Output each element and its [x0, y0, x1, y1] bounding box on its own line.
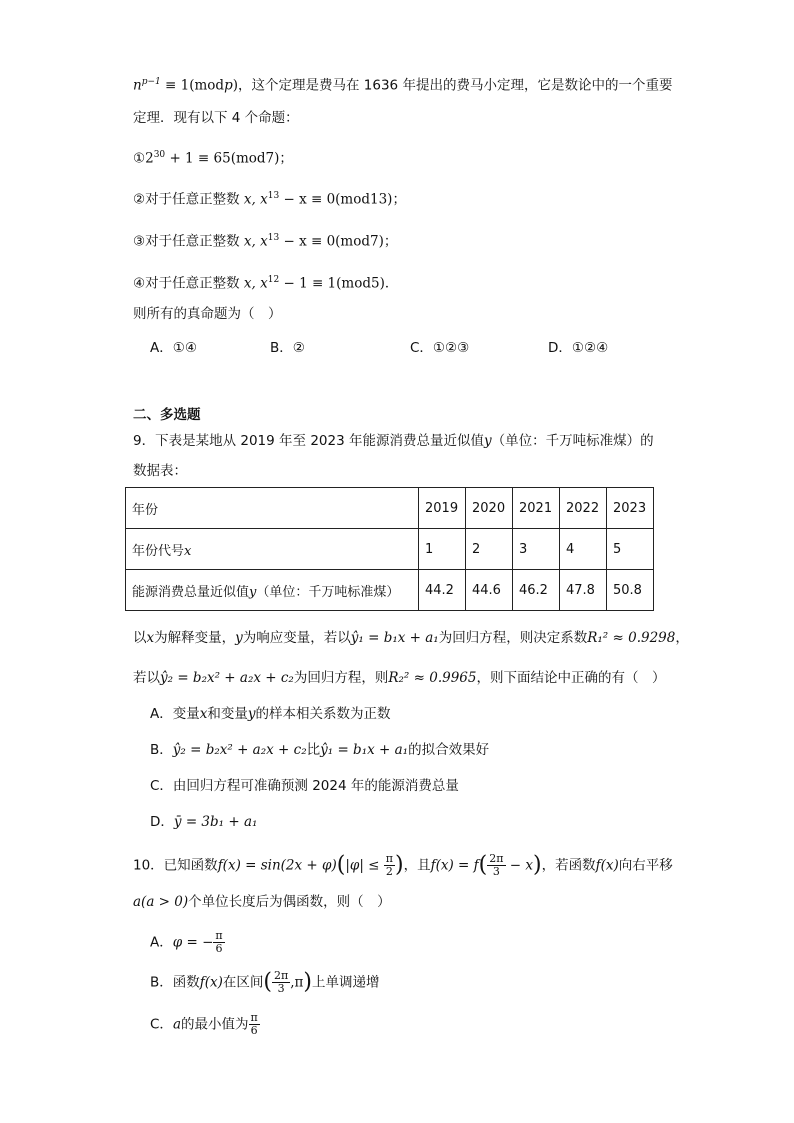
- q10-line-1: [133, 853, 673, 878]
- prop-base: x, x: [243, 191, 268, 208]
- q9-option-d[interactable]: [150, 812, 257, 832]
- table-cell: 1: [419, 529, 466, 570]
- var-x: x: [184, 543, 192, 559]
- q9-text: 9．下表是某地从 2019 年至 2023 年能源消费总量近似值: [133, 433, 484, 449]
- r-squared-1: R₁² ≈ 0.9298: [587, 630, 676, 646]
- q10-text: ，且: [403, 857, 431, 874]
- proposition-2: [133, 186, 406, 210]
- section-title: 二、多选题: [133, 407, 201, 423]
- regression-eq-1: ŷ₁ = b₁x + a₁: [320, 742, 409, 758]
- q9-line-3: [133, 628, 689, 648]
- prop-base: x, x: [243, 275, 268, 292]
- minus-x: − x: [505, 857, 534, 874]
- table-cell: 2020: [466, 488, 513, 529]
- proposition-4: [133, 270, 398, 294]
- q9-option-c[interactable]: C．由回归方程可准确预测 2024 年的能源消费总量: [150, 778, 459, 794]
- table-cell: 46.2: [513, 570, 560, 611]
- frac-num: π: [385, 852, 394, 865]
- q10-text: 10．已知函数: [133, 857, 218, 874]
- q9-line-1: [133, 431, 654, 451]
- proposition-1: [133, 145, 293, 169]
- prop-exp: 30: [153, 150, 166, 160]
- table-cell-label: 年份: [126, 488, 419, 529]
- prop-tail: ；: [279, 150, 293, 167]
- prop-base: x, x: [243, 233, 268, 250]
- formula-exp: p−1: [141, 77, 161, 87]
- opt-text: 的拟合效果好: [408, 742, 490, 758]
- opt-text: 的样本相关系数为正数: [255, 706, 391, 722]
- table-cell: 2021: [513, 488, 560, 529]
- q8-options: [150, 338, 608, 358]
- prop-pre: 对于任意正整数: [145, 233, 244, 250]
- q9-text: 若以: [133, 670, 160, 686]
- q8-option-a[interactable]: A．①④: [150, 340, 197, 356]
- frac-num: π: [250, 1011, 258, 1024]
- opt-text: 和变量: [207, 706, 248, 722]
- prop-post: − x ≡ 0(mod7): [279, 233, 384, 250]
- table-row: [126, 529, 654, 570]
- q8-option-d[interactable]: D．①②④: [548, 340, 609, 356]
- table-cell-label: [126, 570, 419, 611]
- q10-option-a[interactable]: [150, 930, 225, 955]
- regression-eq-2: ŷ₂ = b₂x² + a₂x + c₂: [160, 670, 294, 686]
- q10-line-2: [133, 892, 391, 912]
- var-y: y: [247, 706, 256, 722]
- table-cell: 2: [466, 529, 513, 570]
- opt-text: 的最小值为: [181, 1016, 249, 1033]
- regression-eq-2: ŷ₂ = b₂x² + a₂x + c₂: [172, 742, 307, 758]
- q8-option-c[interactable]: C．①②③: [410, 340, 470, 356]
- label-unit: （单位：千万吨标准煤）: [256, 584, 400, 600]
- prop-exp: 12: [267, 275, 280, 285]
- frac-den: 3: [277, 982, 285, 995]
- prop-tail: ；: [392, 191, 406, 208]
- q10-text: 个单位长度后为偶函数，则（ ）: [188, 894, 391, 910]
- regression-eq-1: ŷ₁ = b₁x + a₁: [350, 630, 439, 646]
- formula-mod: ≡ 1(mod: [160, 77, 225, 94]
- q9-line-2: 数据表：: [133, 463, 187, 479]
- q8-prompt: 则所有的真命题为（ ）: [133, 306, 282, 322]
- q9-option-b[interactable]: [150, 740, 489, 760]
- fraction-pi-6: [213, 930, 224, 955]
- prop-tail: ；: [383, 233, 398, 250]
- intro-line-2: 定理．现有以下 4 个命题：: [133, 110, 299, 126]
- formula-p: p: [224, 77, 233, 94]
- opt-text: D．: [150, 814, 174, 830]
- table-cell: 2022: [560, 488, 607, 529]
- q9-option-a[interactable]: [150, 704, 391, 724]
- pi-symbol: π: [294, 974, 304, 991]
- comma: ,: [290, 974, 295, 991]
- table-cell: 44.2: [419, 570, 466, 611]
- prop-post: − x ≡ 0(mod13): [279, 191, 393, 208]
- phi-condition: |φ| ≤: [345, 857, 384, 874]
- q9-line-4: [133, 668, 665, 688]
- frac-den: 6: [215, 942, 223, 955]
- fraction-pi-6: [249, 1012, 260, 1037]
- table-cell: 5: [607, 529, 654, 570]
- prop-pre: 对于任意正整数: [145, 191, 244, 208]
- prop-mark: ③: [133, 233, 146, 250]
- opt-text: B．: [150, 742, 173, 758]
- prop-exp: 13: [267, 191, 280, 201]
- opt-text: C．: [150, 1016, 173, 1033]
- proposition-3: [133, 228, 397, 252]
- prop-post: + 1 ≡ 65(mod7): [165, 150, 280, 167]
- table-cell-label: [126, 529, 419, 570]
- q9-text: 为响应变量，若以: [242, 630, 351, 646]
- mean-eq: ȳ = 3b₁ + a₁: [173, 814, 258, 830]
- prop-base: 2: [145, 150, 154, 167]
- frac-den: 2: [385, 865, 393, 878]
- frac-num: 2π: [489, 852, 504, 865]
- prop-exp: 13: [267, 233, 280, 243]
- paren-close: ): [395, 852, 404, 878]
- opt-text: 比: [306, 742, 321, 758]
- phi-value: φ = −: [172, 934, 214, 951]
- var-x: x: [146, 630, 155, 646]
- q9-text: 为回归方程，则决定系数: [438, 630, 588, 646]
- q9-text: ，则下面结论中正确的有（ ）: [476, 670, 666, 686]
- intro-text-1: ，这个定理是费马在 1636 年提出的费马小定理，它是数论中的一个重要: [238, 77, 673, 94]
- r-squared-2: R₂² ≈ 0.9965: [388, 670, 477, 686]
- paren-open: (: [336, 852, 346, 878]
- table-cell: 47.8: [560, 570, 607, 611]
- opt-text: 上单调递增: [312, 974, 380, 991]
- intro-line-1: [133, 72, 672, 96]
- data-table: [125, 487, 654, 611]
- table-cell: 44.6: [466, 570, 513, 611]
- opt-text: A．: [150, 934, 173, 951]
- q9-text: 以: [133, 630, 147, 646]
- var-y: y: [235, 630, 243, 646]
- var-a: a(a > 0): [133, 894, 189, 910]
- frac-num: 2π: [274, 969, 289, 982]
- table-cell: 2019: [419, 488, 466, 529]
- frac-den: 6: [250, 1024, 258, 1037]
- q10-option-c[interactable]: [150, 1012, 260, 1037]
- q10-option-b[interactable]: [150, 970, 380, 995]
- prop-mark: ①: [133, 150, 146, 167]
- function-f: f(x): [595, 857, 619, 874]
- fraction-2pi-3: [487, 853, 505, 878]
- var-y: y: [483, 433, 492, 449]
- paren-close: ): [533, 852, 542, 878]
- opt-text: A．变量: [150, 706, 200, 722]
- table-cell: 4: [560, 529, 607, 570]
- table-cell: 3: [513, 529, 560, 570]
- label-text: 年份代号: [132, 543, 185, 559]
- q10-text: 向右平移: [618, 857, 673, 874]
- prop-mark: ④: [133, 275, 146, 292]
- prop-mark: ②: [133, 191, 146, 208]
- table-cell: 50.8: [607, 570, 654, 611]
- frac-num: π: [215, 929, 223, 942]
- frac-den: 3: [492, 865, 500, 878]
- fraction-2pi-3: [272, 970, 290, 995]
- function-def: f(x) = sin(2x + φ): [217, 857, 337, 874]
- q9-text: 为回归方程，则: [293, 670, 389, 686]
- opt-text: B．函数: [150, 974, 200, 991]
- label-text: 能源消费总量近似值: [132, 584, 250, 600]
- var-x: x: [199, 706, 208, 722]
- table-row: [126, 488, 654, 529]
- function-f: f(x): [199, 974, 223, 991]
- prop-pre: 对于任意正整数: [145, 275, 244, 292]
- q9-text: （单位：千万吨标准煤）的: [491, 433, 654, 449]
- paren-close: ): [303, 969, 313, 995]
- var-y: y: [249, 584, 257, 600]
- var-a: a: [172, 1016, 181, 1033]
- prop-tail: ．: [384, 275, 399, 292]
- paren-open: (: [263, 969, 273, 995]
- fraction-pi-2: [384, 853, 395, 878]
- formula-n: n: [133, 77, 142, 94]
- q9-text: 为解释变量，: [154, 630, 236, 646]
- q8-option-b[interactable]: B．②: [270, 340, 305, 356]
- q9-text: ，: [675, 630, 689, 646]
- prop-post: − 1 ≡ 1(mod5): [279, 275, 385, 292]
- formula-close: ): [232, 77, 238, 94]
- table-row: [126, 570, 654, 611]
- symmetry-eq: f(x) = f: [430, 857, 479, 874]
- table-cell: 2023: [607, 488, 654, 529]
- paren-open: (: [478, 852, 488, 878]
- q10-text: ，若函数: [541, 857, 596, 874]
- opt-text: 在区间: [222, 974, 264, 991]
